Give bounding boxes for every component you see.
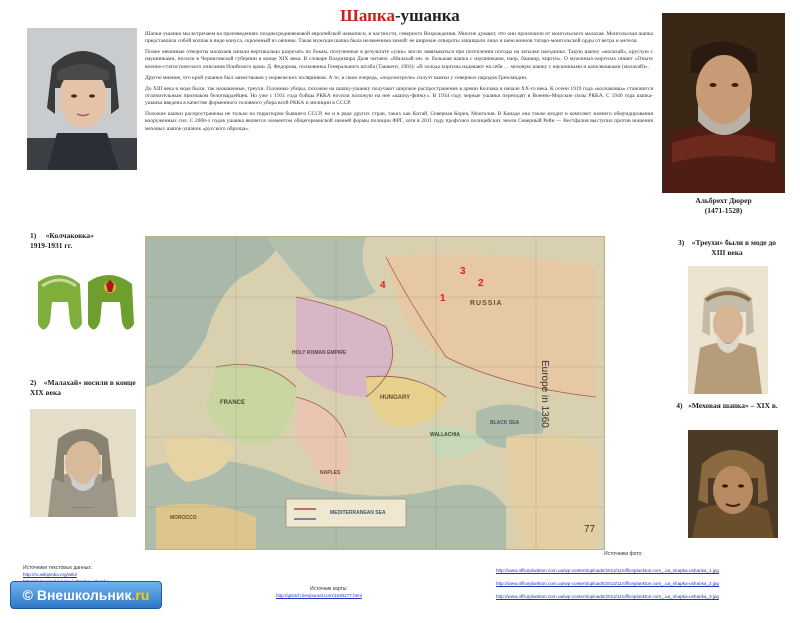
paragraph: Шапки-ушанки мы встречаем на произведениях позднесредневековой европейской живописи, в частности, северного Возрождения. Многие думают, что они произошли от монгольского малахая. Монгольская шапка представляла собой колпак в виде конуса, скроенный из овчины. Такая мужская шапка была незаменима зимой: ее широкие отвороты защищали лицо и шею воинов татаро-монгольской орды от ветра и метели.: [145, 31, 653, 45]
photo-source-link-1[interactable]: http://www.officeplankton.com.ua/wp-content/uploads/2013/11/officeplankton.com_.ua_shapka-ushanka_1.jpg: [496, 568, 719, 573]
caption-sub: 1919-1931 гг.: [30, 241, 73, 251]
portrait-years: (1471-1528): [704, 206, 743, 216]
portrait-durer: [662, 13, 785, 193]
photo-man-in-ushanka: [27, 28, 137, 170]
map-marker-2: 2: [478, 278, 484, 289]
map-page-number: 77: [584, 524, 596, 535]
photo-sources-label: Источники фото:: [604, 551, 643, 557]
caption-text: «Меховая шапка» – XIX в.: [688, 401, 778, 410]
map-title: Europe in 1360: [539, 360, 550, 428]
map-label-hre: HOLY ROMAN EMPIRE: [292, 350, 347, 356]
map-label-russia: RUSSIA: [470, 300, 503, 307]
title-rest: -ушанка: [394, 6, 460, 25]
paragraph: До XIII века в моде были, так называемые, треухи. Головные уборы, похожие на шапку-ушанку получают широкое распространение в армии Колчака в начале XX-го века. К осени 1919 года «колчаковка» становится отличительным признаком белогвардейцев. Но уже с 1931 года бойцы РККА носили похожую на нее «шапку-финку». В 1934 году черные ушанки переходят в Военно-Морские силы РККА. С 1940 года шапка-ушанка введена в качестве форменного головного убора всей РККА и милиции в СССР.: [145, 85, 653, 107]
logo-suffix: .ru: [131, 587, 150, 603]
caption-text: «Колчаковка»: [45, 231, 94, 240]
portrait-name: Альбрехт Дюрер: [695, 196, 752, 205]
map-europe-1360: [145, 236, 605, 550]
map-label-morocco: MOROCCO: [170, 515, 197, 521]
photo-source-link-2[interactable]: http://www.officeplankton.com.ua/wp-content/uploads/2013/11/officeplankton.com_.ua_shapka-ushanka_2.jpg: [496, 581, 719, 586]
map-label-france: FRANCE: [220, 400, 245, 406]
map-label-naples: NAPLES: [320, 470, 341, 476]
green-hats-illustration: [30, 262, 140, 344]
caption-number: 2): [30, 378, 37, 387]
treukhi-illustration: [688, 266, 768, 394]
map-label-mediterranean: MEDITERRANEAN SEA: [330, 510, 386, 516]
fur-hat-illustration: [688, 430, 778, 538]
article-text: [145, 31, 653, 137]
caption-text: «Малахай» носили в конце XIX века: [30, 378, 136, 398]
durer-portrait-illustration: [662, 13, 785, 193]
site-logo[interactable]: [10, 581, 162, 609]
map-marker-1: 1: [440, 293, 446, 304]
map-label-black-sea: BLACK SEA: [490, 420, 520, 426]
title-first-word: Шапка: [340, 6, 395, 25]
portrait-caption: [662, 196, 785, 216]
caption-text: «Треухи» были в моде до XIII века: [691, 238, 776, 258]
caption-1: [30, 231, 140, 251]
map-marker-3: 3: [460, 266, 466, 277]
photo-source-link-3[interactable]: http://www.officeplankton.com.ua/wp-content/uploads/2013/11/officeplankton.com_.ua_shapka-ushanka_3.jpg: [496, 594, 719, 599]
paragraph: Похожие шапки распространены не только на территории бывшего СССР, но и в ряде других стран, таких как Китай, Северная Корея, Монголия. В Канаде она также входит в комплект зимнего обмундирования вооруженных сил. С 2000-х годов ушанка является элементом общегерманской зимней формы полиции ФРГ, хотя в 2011 году профсоюз полицейских земли Северный Рейн — Вестфалия выступил против ношения меховых шапок-ушанок «русского образца».: [145, 111, 653, 132]
map-source-link[interactable]: http://gis3ch.livejournal.com/1630277.html: [276, 593, 362, 598]
map-label-hungary: HUNGARY: [380, 395, 411, 401]
image-treukhi: [688, 266, 768, 394]
map-source-label: Источник карты:: [310, 586, 348, 592]
text-source-link-1[interactable]: http://ru.wikipedia.org/wiki/: [23, 572, 77, 577]
text-sources-label: Источники текстовых данных:: [23, 565, 93, 571]
paragraph: Позже овчинные отвороты малахаев начали вертикально разрезать по бокам, полученные в результате «уши» могли завязываться при потеплении погоды на затылке наездника. Такую шапку «малахай», круглую с наушниками, носили в Черниговской губернии в конце XIX века. В словаре Владимира Даля читаем: «Малахай мн. м. большая шапка с наушниками, напр. башкир, киргиз». О мужчинах-киргизах пишет «Опыте военно-статистического описания Илийского края» Д. Федорова, полковника Генерального штаба (Ташкент, 1903): «В холода киргизы надевают на себя … меховую шапку с наушниками и капелюшками (малахай)».: [145, 49, 653, 70]
caption-3: [672, 238, 782, 258]
map-label-wallachia: WALLACHIA: [430, 432, 460, 438]
man-ushanka-illustration: [27, 28, 137, 170]
logo-copyright: ©: [22, 587, 37, 603]
caption-2: [30, 378, 140, 398]
svg-text:~~~~~~~~~~: ~~~~~~~~~~: [72, 505, 94, 510]
map-marker-4: 4: [380, 280, 386, 291]
logo-text: Внешкольник: [36, 587, 132, 603]
europe-map-illustration: [146, 237, 604, 549]
image-kolchakovka: [30, 262, 140, 344]
paragraph: Другое мнение, что крой ушанки был заимствован у норвежских полярников. А те, в свою очередь, «подсмотрели» силуэт шапки у северных народов Гренландии.: [145, 74, 528, 81]
image-malakhai: [30, 409, 136, 517]
caption-4: [672, 401, 782, 411]
caption-number: 1): [30, 231, 37, 240]
caption-number: 3): [678, 238, 685, 247]
caption-number: 4): [676, 401, 683, 410]
malakhai-illustration: [30, 409, 136, 517]
image-fur-hat: [688, 430, 778, 538]
